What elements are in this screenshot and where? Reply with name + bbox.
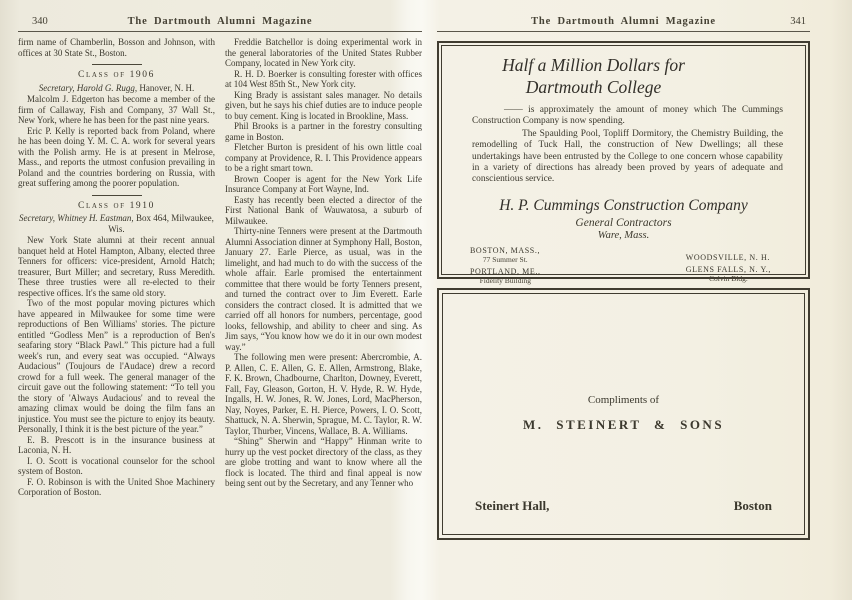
office-entry — [470, 246, 541, 264]
paragraph: Brown Cooper is agent for the New York Life Insurance Company at Fort Wayne, Ind. — [225, 173, 422, 194]
paragraph: Freddie Batchellor is doing experimental work in the general laboratories of the United States Rubber Company, located in New York city. — [225, 37, 422, 68]
cummings-ad-inner — [441, 45, 806, 285]
right-running-head — [437, 16, 810, 32]
paragraph: “Shing” Sherwin and “Happy” Hinman write to hurry up the vest pocket directory of the class, as they are globe trotting and want to know where all the flock is located. The third and final appeal is now being sent out by the Secretary, and any Tenner who — [225, 436, 422, 488]
offices-right — [686, 246, 771, 288]
cummings-headline — [467, 55, 720, 98]
paragraph: F. O. Robinson is with the United Shoe Machinery Corporation of Boston. — [18, 476, 215, 497]
paragraph: R. H. D. Boerker is consulting forester with offices at 104 West 85th St., New York city. — [225, 68, 422, 89]
page-340 — [18, 16, 422, 498]
section-rule — [92, 64, 142, 65]
left-page-number: 340 — [32, 16, 48, 27]
paragraph: Two of the most popular moving pictures which have appeared in Milwaukee for some time were reproductions of Ben Williams' stories. The picture entitled “Godless Men” is a reproduction of Ben's seafaring story “Black Pawl.” This picture had a full week's run, and every seat was occupied. “Always Audacious” (Toujours de l'Audace) drew a record crowd for a full week. The general manager of the circuit gave out the following statement: “To tell you the story of 'Always Audacious' and to reveal the amazing climax would be doing the film fans an injustice. You must see the picture to enjoy its beauty. Personally, I think it is the best picture of the year.” — [18, 298, 215, 434]
steinert-city: Boston — [733, 498, 772, 513]
class-heading: Class of 1910 — [78, 200, 155, 211]
cummings-paragraph-1: —— is approximately the amount of money which The Cummings Construction Company is now spending. — [472, 105, 783, 127]
paragraph: Phil Brooks is a partner in the forestry consulting game in Boston. — [225, 121, 422, 142]
paragraph: New York State alumni at their recent annual banquet held at Hotel Hampton, Albany, elected three Tenners for officers: vice-president, Arnold Hatch; treasurer, Burt Miller; and secretary, Russ Meredith. These three trusties were all re-elected to their respective offices. It's the same old story. — [18, 235, 215, 298]
paragraph: E. B. Prescott is in the insurance business at Laconia, N. H. — [18, 434, 215, 455]
cummings-company-name: H. P. Cummings Construction Company — [499, 196, 748, 214]
headline-line2: Dartmouth College — [525, 76, 662, 97]
headline-line1: Half a Million Dollars for — [502, 55, 685, 75]
office-city: PORTLAND, ME., — [470, 266, 541, 276]
cummings-body — [472, 105, 783, 186]
offices-left — [470, 246, 541, 288]
office-city: GLENS FALLS, N. Y., — [685, 264, 771, 274]
office-building: 77 Summer St. — [482, 254, 528, 264]
steinert-company-name: M. STEINERT & SONS — [522, 417, 725, 432]
office-city: WOODSVILLE, N. H. — [685, 252, 770, 262]
steinert-address-row — [475, 498, 772, 514]
secretary-address: Box 464, Milwaukee, Wis. — [108, 213, 214, 234]
paragraph: Easty has recently been elected a director of the First National Bank of Wauwatosa, a suburb of Milwaukee. — [225, 194, 422, 226]
secretary-name: Secretary, Whitney H. Eastman, — [19, 213, 134, 223]
steinert-compliments: Compliments of — [587, 394, 660, 406]
page-341 — [437, 16, 827, 540]
office-entry — [470, 267, 541, 285]
column-1 — [18, 37, 215, 498]
right-header-title: The Dartmouth Alumni Magazine — [531, 16, 716, 27]
steinert-ad-inner — [442, 293, 805, 535]
steinert-hall: Steinert Hall, — [475, 498, 550, 513]
class-heading: Class of 1906 — [78, 70, 155, 80]
office-entry — [686, 253, 771, 262]
paragraph: Malcolm J. Edgerton has become a member of the firm of Callaway, Fish and Company, 37 Wall St., New York, where he has been for the past nine years. — [18, 94, 215, 125]
paragraph: Thirty-nine Tenners were present at the Dartmouth Alumni Association dinner at Symphony Hall, Boston, January 27. Earle Pierce, as usual, was in the limelight, and had much to do with the success of the whole affair. Earle promised the entertainment committee that there would be forty Tenners present, and turned the contract over to Jim Everett. Earle considers the contract closed. It is admitted that we carried off all honors for numbers, percentage, good looks, fellowship, and ability to cheer and sing. As Jim says, “You know how we do it in our own modest way.” — [225, 226, 422, 352]
cummings-subtitle: General Contractors — [575, 216, 672, 229]
secretary-name: Secretary, Harold G. Rugg, — [38, 82, 138, 93]
secretary-line — [18, 83, 215, 94]
section-rule — [92, 195, 142, 196]
secretary-line — [18, 213, 215, 234]
office-city: BOSTON, MASS., — [470, 245, 541, 255]
paragraph: I. O. Scott is vocational counselor for the school system of Boston. — [18, 455, 215, 476]
text-columns — [18, 37, 422, 498]
office-entry — [686, 265, 771, 283]
paragraph: Eric P. Kelly is reported back from Poland, where he has been doing Y. M. C. A. work for several years with the Polish army. He is at present in Melrose, Mass., and reports the utmost confusion prevailing in Poland and the countries bordering on Russia, with great suffering among the poorer population. — [18, 125, 215, 188]
office-building: Fidelity Building — [479, 275, 532, 285]
secretary-address: Hanover, N. H. — [137, 82, 195, 93]
paragraph: The following men were present: Abercrombie, A. P. Allen, C. E. Allen, G. E. Allen, Armstrong, Blake, F. K. Brown, Chadbourne, Charlton, Downey, Everett, Fall, Fay, Gleason, Gorton, H. V. Hyde, R. W. Hyde, Ingalls, H. W. Jones, R. W. Jones, Lord, MacPherson, Nay, Noyes, Parker, E. H. Pierce, Powers, I. O. Scott, Shattuck, N. A. Sherwin, Sprague, M. C. Taylor, R. W. Taylor, Thurber, Vincens, Wallace, B. A. Williams. — [225, 352, 422, 436]
cummings-location: Ware, Mass. — [597, 229, 650, 241]
left-running-head — [18, 16, 422, 32]
right-page-number: 341 — [790, 16, 806, 27]
cummings-offices — [470, 246, 771, 288]
cummings-ad-box — [437, 41, 810, 285]
paragraph: Fletcher Burton is president of his own little coal company at Providence, R. I. This Providence appears to be a right smart town. — [225, 142, 422, 173]
paragraph: firm name of Chamberlin, Bosson and Johnson, with offices at 30 State St., Boston. — [18, 37, 215, 58]
cummings-paragraph-2: The Spaulding Pool, Topliff Dormitory, the Chemistry Building, the remodelling of Tuck Hall, the construction of New Dwellings; all these undertakings have been entrusted by the College to one concern whose capability in a variety of directions has already been proved by years of adequate and conscientious service. — [472, 128, 783, 185]
paragraph: King Brady is assistant sales manager. No details given, but he says his chief duties are to induce people to buy cement. King is located in Brookline, Mass. — [225, 89, 422, 121]
office-building: Colvin Bldg. — [708, 273, 748, 283]
steinert-ad-box — [437, 288, 810, 540]
column-2 — [225, 37, 422, 498]
left-header-title: The Dartmouth Alumni Magazine — [127, 16, 313, 27]
